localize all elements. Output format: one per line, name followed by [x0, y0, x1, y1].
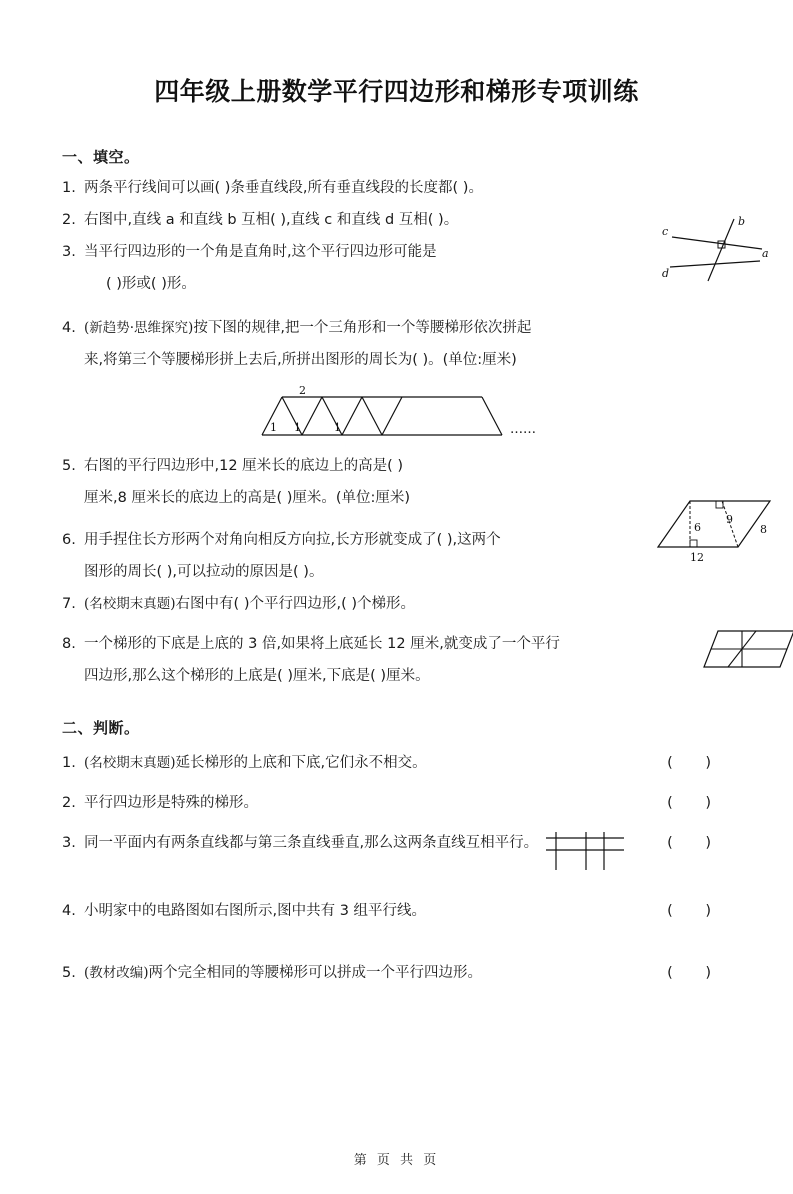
question-1-number: 1. — [62, 180, 76, 196]
question-4-text-line2: 来,将第三个等腰梯形拼上去后,所拼出图形的周长为( )。(单位:厘米) — [84, 352, 517, 368]
svg-text:b: b — [738, 215, 746, 228]
question-7-tag: (名校期末真题) — [84, 596, 176, 612]
judge-question-1 — [62, 746, 731, 780]
question-3-number: 3. — [62, 244, 76, 260]
question-8-number: 8. — [62, 636, 76, 652]
judge-2-text: 平行四边形是特殊的梯形。 — [84, 795, 258, 811]
question-1 — [62, 173, 731, 203]
question-4-tag: (新趋势·思维探究) — [84, 320, 194, 336]
question-5 — [62, 451, 731, 481]
svg-text:……: …… — [510, 422, 536, 437]
judge-3-text: 同一平面内有两条直线都与第三条直线垂直,那么这两条直线互相平行。 — [84, 835, 539, 851]
question-3-text-line1: 当平行四边形的一个角是直角时,这个平行四边形可能是 — [84, 244, 437, 260]
question-3-line2 — [62, 269, 731, 299]
svg-text:6: 6 — [694, 521, 701, 534]
question-5-text-line2: 厘米,8 厘米长的底边上的高是( )厘米。(单位:厘米) — [84, 490, 411, 506]
judge-2-answer-blank[interactable]: ( ) — [667, 795, 725, 811]
svg-text:d: d — [662, 267, 670, 280]
judge-1-text: 延长梯形的上底和下底,它们永不相交。 — [175, 755, 427, 771]
question-6-text-line2: 图形的周长( ),可以拉动的原因是( )。 — [84, 564, 324, 580]
question-1-text: 两条平行线间可以画( )条垂直线段,所有垂直线段的长度都( )。 — [84, 180, 483, 196]
judge-4-answer-blank[interactable]: ( ) — [667, 903, 725, 919]
question-7-number: 7. — [62, 596, 76, 612]
figure-q4-triangle-trapezoid-pattern — [252, 383, 731, 441]
judge-1-tag: (名校期末真题) — [84, 755, 176, 771]
page-title: 四年级上册数学平行四边形和梯形专项训练 — [154, 77, 639, 106]
question-8-text-line1: 一个梯形的下底是上底的 3 倍,如果将上底延长 12 厘米,就变成了一个平行 — [84, 636, 560, 652]
question-5-text-line1: 右图的平行四边形中,12 厘米长的底边上的高是( ) — [84, 458, 404, 474]
question-4-line2 — [62, 345, 731, 375]
question-8-text-line2: 四边形,那么这个梯形的上底是( )厘米,下底是( )厘米。 — [84, 668, 430, 684]
section-heading-judge: 二、判断。 — [62, 719, 140, 737]
svg-text:1: 1 — [334, 421, 341, 434]
question-6-text-line1: 用手捏住长方形两个对角向相反方向拉,长方形就变成了( ),这两个 — [84, 532, 501, 548]
judge-1-number: 1. — [62, 755, 76, 771]
svg-text:8: 8 — [760, 523, 767, 536]
question-7-text: 右图中有( )个平行四边形,( )个梯形。 — [175, 596, 416, 612]
judge-question-5 — [62, 956, 731, 990]
svg-text:1: 1 — [270, 421, 277, 434]
question-2-number: 2. — [62, 212, 76, 228]
svg-text:c: c — [662, 225, 669, 238]
question-6 — [62, 525, 731, 555]
svg-text:9: 9 — [726, 513, 733, 526]
question-6-number: 6. — [62, 532, 76, 548]
judge-question-2 — [62, 786, 731, 820]
question-4-text-line1: 按下图的规律,把一个三角形和一个等腰梯形依次拼起 — [193, 320, 532, 336]
svg-text:a: a — [762, 247, 769, 260]
question-8-line2 — [62, 661, 731, 691]
judge-5-answer-blank[interactable]: ( ) — [667, 965, 725, 981]
judge-question-3 — [62, 826, 731, 860]
question-5-number: 5. — [62, 458, 76, 474]
figure-judge4-circuit-lines — [542, 830, 628, 874]
judge-5-text: 两个完全相同的等腰梯形可以拼成一个平行四边形。 — [148, 965, 483, 981]
svg-text:12: 12 — [690, 551, 704, 563]
question-2-text: 右图中,直线 a 和直线 b 互相( ),直线 c 和直线 d 互相( )。 — [84, 212, 459, 228]
question-4-number: 4. — [62, 320, 76, 336]
question-3-text-line2: ( )形或( )形。 — [106, 276, 196, 292]
question-4 — [62, 313, 731, 343]
judge-4-text: 小明家中的电路图如右图所示,图中共有 3 组平行线。 — [84, 903, 427, 919]
judge-5-tag: (教材改编) — [84, 965, 149, 981]
judge-1-answer-blank[interactable]: ( ) — [667, 755, 725, 771]
judge-3-answer-blank[interactable]: ( ) — [667, 835, 725, 851]
svg-text:2: 2 — [299, 384, 306, 397]
judge-question-4 — [62, 894, 731, 928]
page-footer: 第 页 共 页 — [353, 1153, 440, 1168]
question-3 — [62, 237, 731, 267]
judge-5-number: 5. — [62, 965, 76, 981]
question-6-line2 — [62, 557, 731, 587]
question-8 — [62, 629, 731, 659]
question-2 — [62, 205, 731, 235]
section-heading-fill-blank: 一、填空。 — [62, 148, 140, 166]
svg-text:1: 1 — [294, 421, 301, 434]
question-5-line2 — [62, 483, 731, 513]
judge-3-number: 3. — [62, 835, 76, 851]
figure-q2-parallel-lines — [662, 215, 772, 285]
question-7 — [62, 589, 731, 619]
judge-4-number: 4. — [62, 903, 76, 919]
worksheet-page — [0, 72, 793, 1194]
judge-2-number: 2. — [62, 795, 76, 811]
